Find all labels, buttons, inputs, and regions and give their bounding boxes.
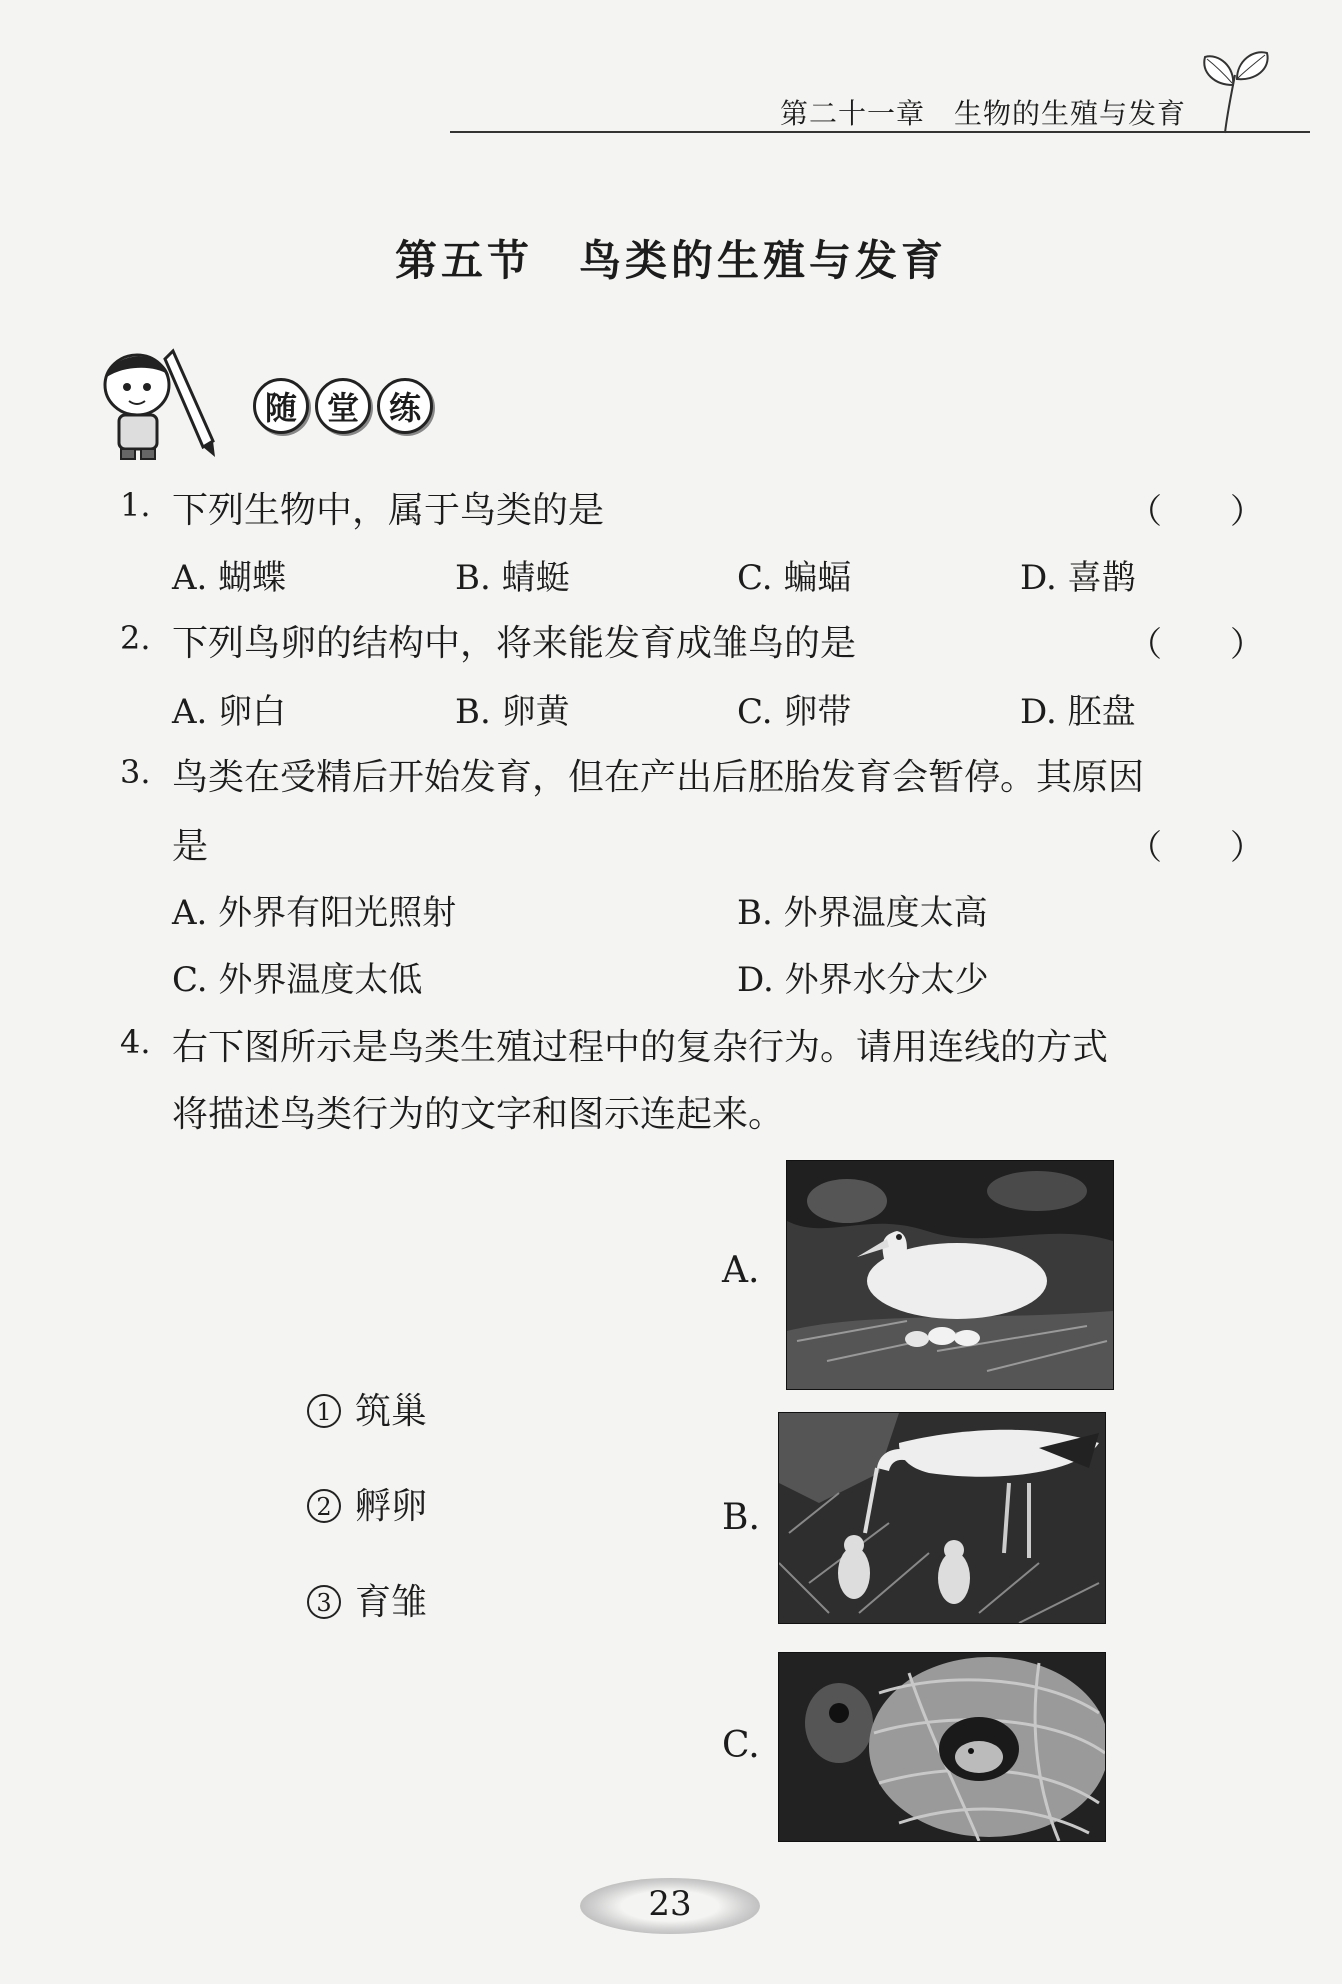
section-title: 第五节 鸟类的生殖与发育 <box>394 236 947 285</box>
question-text: 右下图所示是鸟类生殖过程中的复杂行为。请用连线的方式 <box>172 1027 1109 1068</box>
question-number: 4. <box>120 1023 151 1061</box>
behavior-item[interactable] <box>307 1478 427 1529</box>
option-b[interactable]: B. 卵黄 <box>455 692 570 732</box>
option-d[interactable]: D. 外界水分太少 <box>737 960 989 1000</box>
behavior-label: 育雏 <box>355 1582 428 1623</box>
circled-number: 1 <box>307 1394 341 1428</box>
answer-blank[interactable]: （ ） <box>1128 625 1264 665</box>
behavior-item[interactable] <box>307 1574 427 1625</box>
question-text: 鸟类在受精后开始发育，但在产出后胚胎发育会暂停。其原因 <box>172 757 1145 798</box>
practice-badge-char: 堂 <box>315 378 371 434</box>
option-c[interactable]: C. 蝙蝠 <box>737 558 852 598</box>
question-number: 3. <box>120 753 151 791</box>
option-c[interactable]: C. 外界温度太低 <box>172 960 423 1000</box>
question-number: 1. <box>120 486 151 524</box>
question-text: 将描述鸟类行为的文字和图示连起来。 <box>172 1094 785 1135</box>
behavior-label: 筑巢 <box>355 1391 428 1432</box>
practice-badge-char: 练 <box>377 378 433 434</box>
option-b[interactable]: B. 蜻蜓 <box>455 558 570 598</box>
option-c[interactable]: C. 卵带 <box>737 692 852 732</box>
woven-grass-nest-photo[interactable] <box>778 1652 1106 1842</box>
answer-blank[interactable]: （ ） <box>1128 492 1264 532</box>
photo-label-b: B. <box>722 1497 760 1538</box>
option-d[interactable]: D. 喜鹊 <box>1020 558 1136 598</box>
stork-feeding-chicks-photo[interactable] <box>778 1412 1106 1624</box>
circled-number: 3 <box>307 1585 341 1619</box>
egret-incubating-eggs-photo[interactable] <box>786 1160 1114 1390</box>
running-header-title: 第二十一章 生物的生殖与发育 <box>780 97 1187 130</box>
leaf-ornament-icon <box>1195 45 1275 135</box>
option-a[interactable]: A. 蝴蝶 <box>172 558 287 598</box>
photo-label-a: A. <box>722 1250 760 1291</box>
option-b[interactable]: B. 外界温度太高 <box>737 893 988 933</box>
practice-badge-char: 随 <box>253 378 309 434</box>
question-number: 2. <box>120 619 151 657</box>
header-rule <box>450 131 1310 133</box>
option-a[interactable]: A. 卵白 <box>172 692 287 732</box>
question-text: 下列鸟卵的结构中，将来能发育成雏鸟的是 <box>172 623 857 664</box>
page-number: 23 <box>648 1884 692 1924</box>
option-d[interactable]: D. 胚盘 <box>1020 692 1136 732</box>
behavior-item[interactable] <box>307 1383 427 1434</box>
answer-blank[interactable]: （ ） <box>1128 828 1264 868</box>
behavior-label: 孵卵 <box>355 1486 428 1527</box>
option-a[interactable]: A. 外界有阳光照射 <box>172 893 457 933</box>
student-mascot-icon <box>95 345 225 463</box>
circled-number: 2 <box>307 1489 341 1523</box>
photo-label-c: C. <box>722 1725 760 1766</box>
question-text: 是 <box>172 826 209 867</box>
question-text: 下列生物中，属于鸟类的是 <box>172 490 605 531</box>
